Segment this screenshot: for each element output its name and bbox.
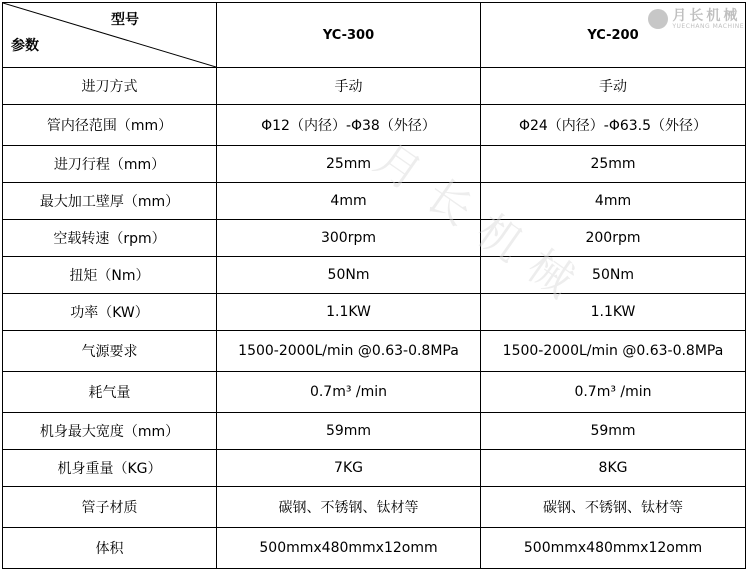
row-label: 管内径范围（mm） [3, 105, 217, 146]
row-label: 扭矩（Nm） [3, 257, 217, 294]
row-value-b: 1.1KW [481, 294, 746, 331]
row-value-a: 7KG [217, 450, 481, 487]
table-row [3, 68, 746, 105]
row-value-b: 4mm [481, 183, 746, 220]
row-value-a: 碳钢、不锈钢、钛材等 [217, 487, 481, 528]
row-value-a: 50Nm [217, 257, 481, 294]
row-value-b: Φ24（内径）-Φ63.5（外径） [481, 105, 746, 146]
row-value-a: 300rpm [217, 220, 481, 257]
row-value-b: 8KG [481, 450, 746, 487]
row-label: 最大加工壁厚（mm） [3, 183, 217, 220]
row-value-a: 59mm [217, 413, 481, 450]
row-value-b: 500mmx480mmx12omm [481, 528, 746, 569]
table-row [3, 487, 746, 528]
row-label: 管子材质 [3, 487, 217, 528]
logo-text [672, 9, 744, 30]
row-value-b: 1500-2000L/min @0.63-0.8MPa [481, 331, 746, 372]
corner-model-label: 型号 [111, 12, 139, 28]
model-header-yc300: YC-300 [217, 3, 481, 68]
corner-cell [3, 3, 217, 68]
row-value-a: 25mm [217, 146, 481, 183]
header-row [3, 3, 746, 68]
logo-mark-icon [648, 9, 668, 29]
row-label: 气源要求 [3, 331, 217, 372]
row-value-a: 500mmx480mmx12omm [217, 528, 481, 569]
row-value-b: 0.7m³ /min [481, 372, 746, 413]
corner-param-label: 参数 [11, 38, 39, 54]
logo-en-text: YUECHANG MACHINE [672, 22, 744, 30]
table-row [3, 450, 746, 487]
row-value-a: 1500-2000L/min @0.63-0.8MPa [217, 331, 481, 372]
row-label: 功率（KW） [3, 294, 217, 331]
row-value-b: 200rpm [481, 220, 746, 257]
row-value-b: 碳钢、不锈钢、钛材等 [481, 487, 746, 528]
row-value-b: 手动 [481, 68, 746, 105]
table-row [3, 183, 746, 220]
table-row [3, 220, 746, 257]
row-value-a: 4mm [217, 183, 481, 220]
spec-table [2, 2, 746, 569]
row-label: 机身重量（KG） [3, 450, 217, 487]
row-label: 进刀方式 [3, 68, 217, 105]
row-value-b: 25mm [481, 146, 746, 183]
table-row [3, 146, 746, 183]
table-row [3, 413, 746, 450]
model-header-yc200: YC-200 [481, 3, 746, 68]
brand-logo [648, 6, 744, 32]
watermark: 月长机械 [365, 133, 598, 318]
row-value-b: 50Nm [481, 257, 746, 294]
row-label: 耗气量 [3, 372, 217, 413]
table-row [3, 294, 746, 331]
row-value-a: Φ12（内径）-Φ38（外径） [217, 105, 481, 146]
table-row [3, 528, 746, 569]
row-label: 进刀行程（mm） [3, 146, 217, 183]
row-label: 空载转速（rpm） [3, 220, 217, 257]
table-row [3, 105, 746, 146]
row-label: 机身最大宽度（mm） [3, 413, 217, 450]
table-row [3, 331, 746, 372]
logo-cn-text: 月长机械 [672, 7, 741, 24]
row-value-a: 手动 [217, 68, 481, 105]
row-value-a: 1.1KW [217, 294, 481, 331]
row-value-b: 59mm [481, 413, 746, 450]
table-row [3, 372, 746, 413]
table-row [3, 257, 746, 294]
row-value-a: 0.7m³ /min [217, 372, 481, 413]
row-label: 体积 [3, 528, 217, 569]
